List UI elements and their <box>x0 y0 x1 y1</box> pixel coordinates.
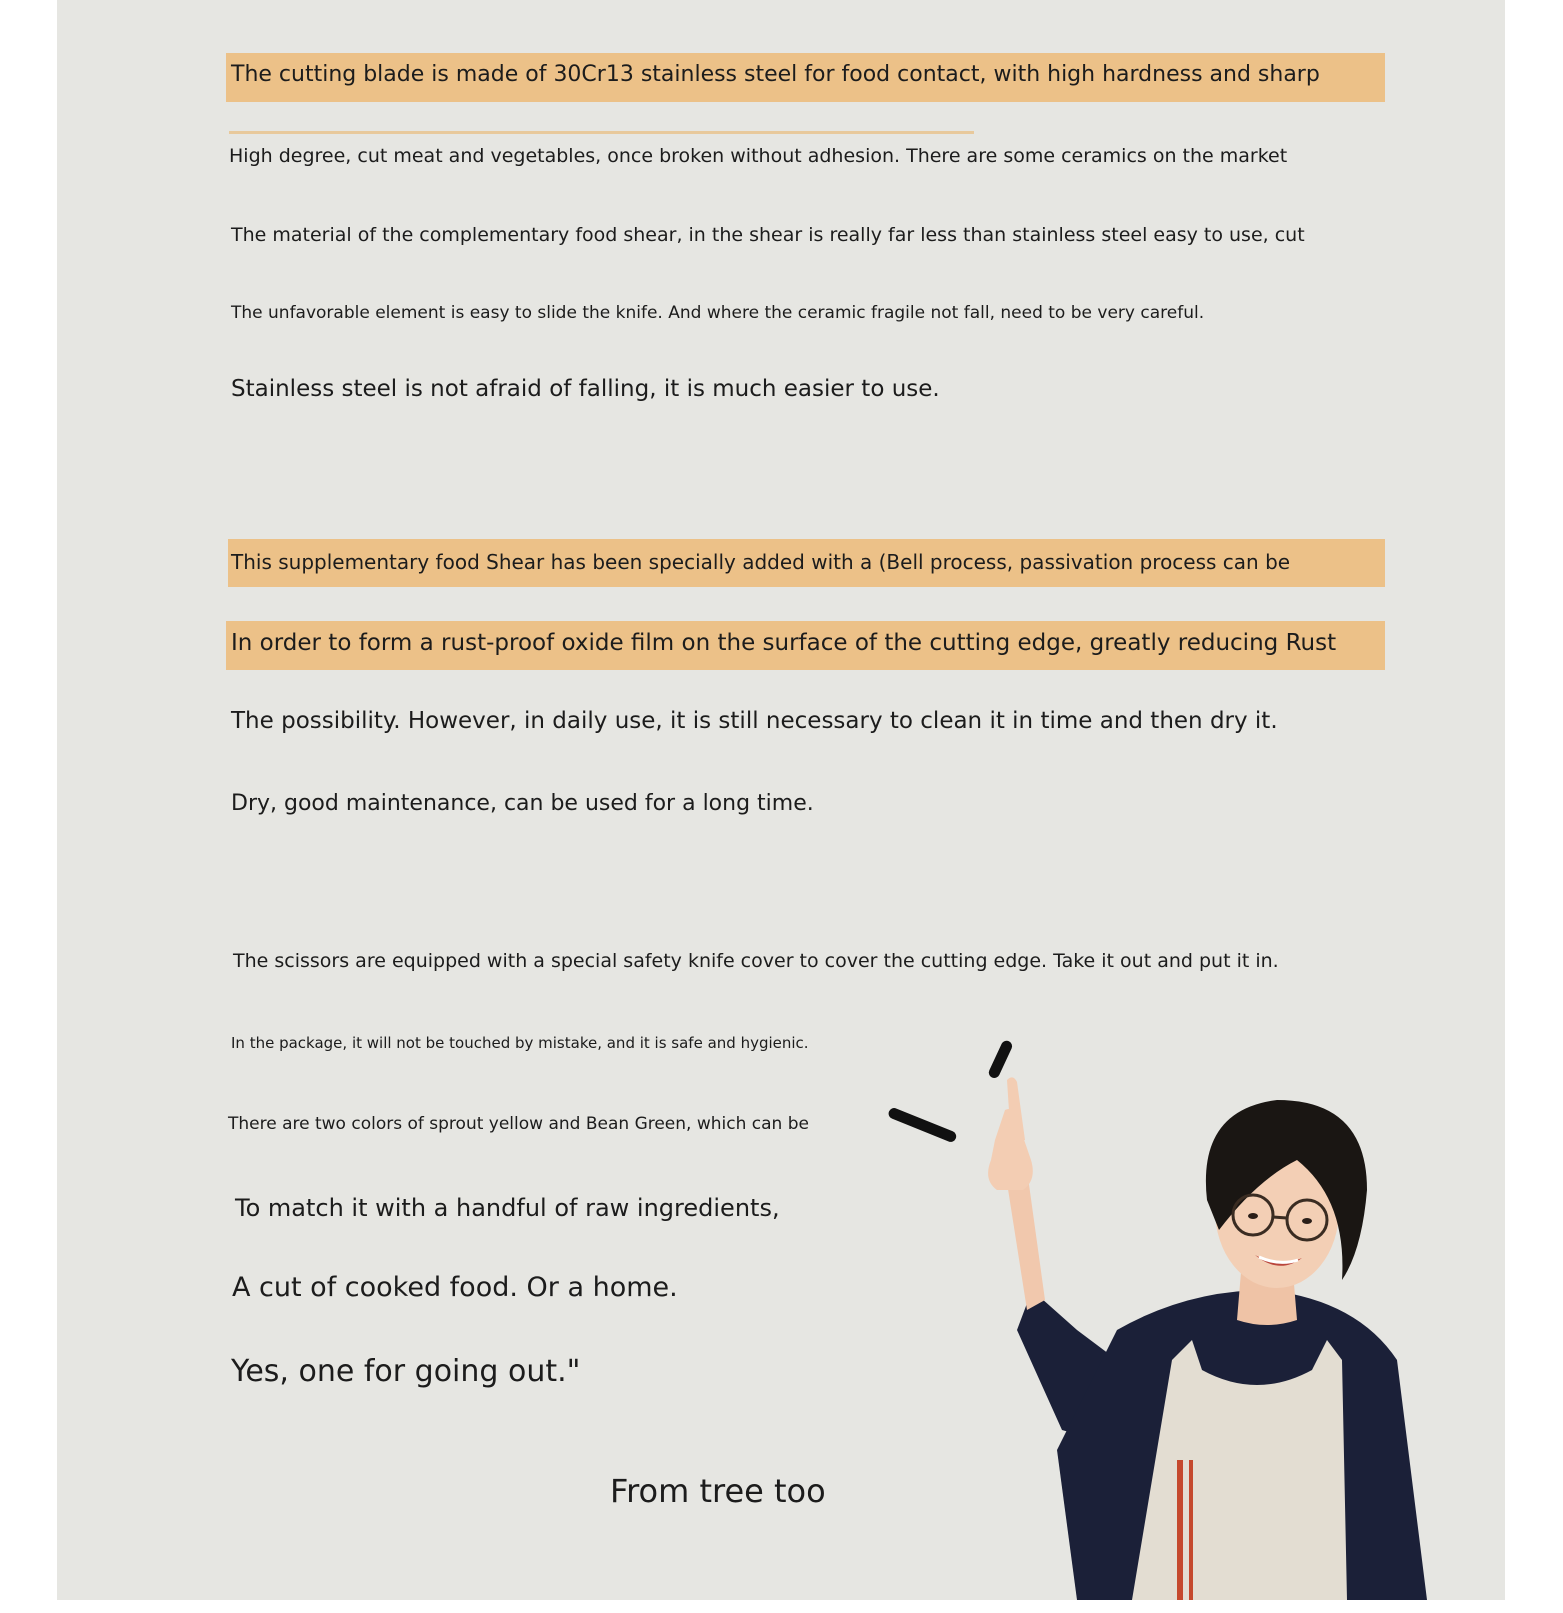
section1-line5: Stainless steel is not afraid of falling, it is much easier to use. <box>231 376 940 402</box>
section3-line5: A cut of cooked food. Or a home. <box>232 1272 678 1303</box>
section3-line1: The scissors are equipped with a special safety knife cover to cover the cutting edge. Take it out and put it in. <box>233 950 1279 972</box>
section2-line1: This supplementary food Shear has been specially added with a (Bell process, passivation process can be <box>231 550 1291 574</box>
section2-line3: The possibility. However, in daily use, it is still necessary to clean it in time and then dry it. <box>231 708 1278 734</box>
signature: From tree too <box>610 1472 826 1510</box>
decorative-underline <box>229 131 974 134</box>
section3-line2: In the package, it will not be touched by mistake, and it is safe and hygienic. <box>231 1034 809 1052</box>
section3-line3: There are two colors of sprout yellow and Bean Green, which can be <box>228 1114 809 1134</box>
section3-line6: Yes, one for going out." <box>231 1354 581 1389</box>
section1-line1: The cutting blade is made of 30Cr13 stainless steel for food contact, with high hardness and sharp <box>231 62 1320 87</box>
woman-pointing-up-icon <box>957 1030 1477 1600</box>
section1-line4: The unfavorable element is easy to slide the knife. And where the ceramic fragile not fall, need to be very careful. <box>231 303 1205 323</box>
section1-line2: High degree, cut meat and vegetables, once broken without adhesion. There are some ceramics on the market <box>229 145 1288 167</box>
section1-line3: The material of the complementary food shear, in the shear is really far less than stainless steel easy to use, cut <box>231 224 1305 246</box>
excitement-stroke-left <box>887 1106 958 1143</box>
section2-line2: In order to form a rust-proof oxide film on the surface of the cutting edge, greatly reducing Rust <box>231 630 1337 656</box>
description-panel <box>57 0 1505 1600</box>
section2-line4: Dry, good maintenance, can be used for a long time. <box>231 791 814 816</box>
section3-line4: To match it with a handful of raw ingredients, <box>235 1194 780 1222</box>
